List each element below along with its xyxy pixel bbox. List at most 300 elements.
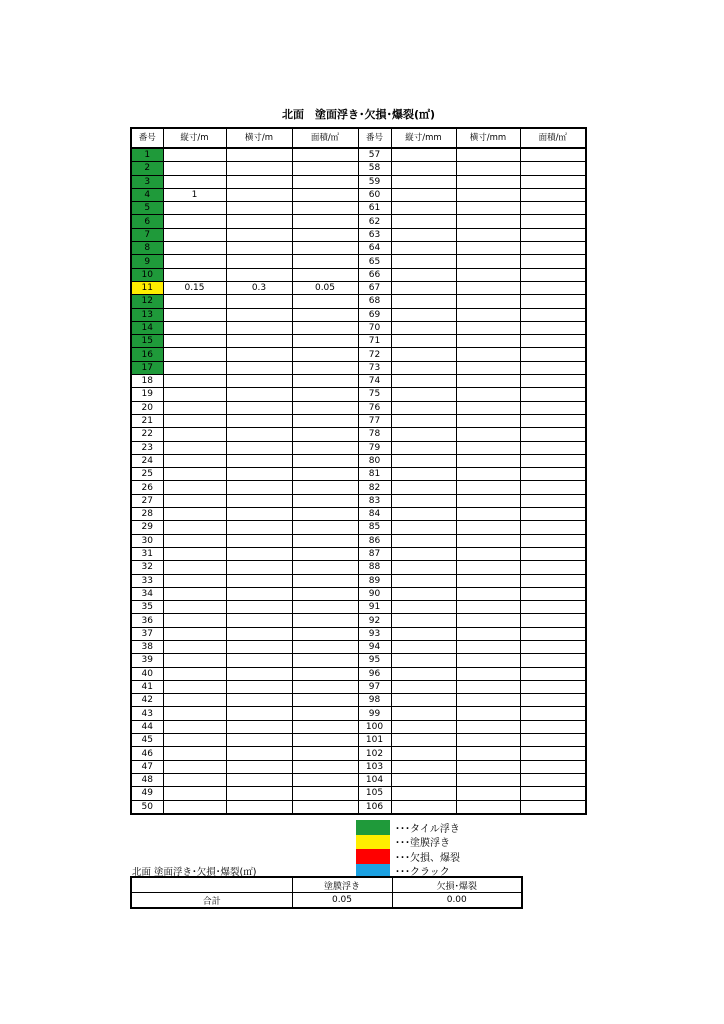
width-cell-left xyxy=(226,521,292,534)
length-cell-right xyxy=(391,148,456,162)
width-cell-left xyxy=(226,348,292,361)
table-row xyxy=(131,601,586,614)
row-number-left: 33 xyxy=(131,574,163,587)
summary-title: 北面 塗面浮き･欠損･爆裂(㎡) xyxy=(132,867,257,878)
row-number-right: 71 xyxy=(358,335,391,348)
width-cell-right xyxy=(456,242,520,255)
length-cell-left xyxy=(163,308,226,321)
area-cell-left xyxy=(292,148,358,162)
width-cell-left xyxy=(226,640,292,653)
area-cell-left xyxy=(292,694,358,707)
row-number-left: 1 xyxy=(131,148,163,162)
row-number-right: 93 xyxy=(358,627,391,640)
row-number-left: 48 xyxy=(131,773,163,786)
width-cell-left xyxy=(226,667,292,680)
length-cell-right xyxy=(391,680,456,693)
row-number-left: 21 xyxy=(131,414,163,427)
row-number-left: 19 xyxy=(131,388,163,401)
length-cell-left xyxy=(163,268,226,281)
width-cell-right xyxy=(456,401,520,414)
table-row xyxy=(131,175,586,188)
width-cell-left xyxy=(226,242,292,255)
table-row xyxy=(131,162,586,175)
length-cell-right xyxy=(391,202,456,215)
area-cell-right xyxy=(520,281,586,294)
area-cell-right xyxy=(520,242,586,255)
row-number-left: 43 xyxy=(131,707,163,720)
area-cell-left xyxy=(292,614,358,627)
width-cell-right xyxy=(456,720,520,733)
row-number-left: 46 xyxy=(131,747,163,760)
length-cell-left xyxy=(163,401,226,414)
row-number-right: 82 xyxy=(358,481,391,494)
length-cell-right xyxy=(391,441,456,454)
width-cell-right xyxy=(456,654,520,667)
width-cell-right xyxy=(456,188,520,201)
header-no-left: 番号 xyxy=(131,128,163,148)
length-cell-left xyxy=(163,335,226,348)
row-number-right: 96 xyxy=(358,667,391,680)
row-number-left: 13 xyxy=(131,308,163,321)
length-cell-right xyxy=(391,175,456,188)
row-number-right: 98 xyxy=(358,694,391,707)
width-cell-left xyxy=(226,162,292,175)
area-cell-left xyxy=(292,627,358,640)
length-cell-right xyxy=(391,162,456,175)
table-row xyxy=(131,547,586,560)
row-number-left: 27 xyxy=(131,494,163,507)
summary-col1-value: 0.05 xyxy=(292,893,392,909)
length-cell-left xyxy=(163,468,226,481)
width-cell-left xyxy=(226,680,292,693)
area-cell-left xyxy=(292,388,358,401)
area-cell-right xyxy=(520,640,586,653)
row-number-right: 69 xyxy=(358,308,391,321)
row-number-left: 16 xyxy=(131,348,163,361)
summary-col2-value: 0.00 xyxy=(392,893,522,909)
row-number-left: 28 xyxy=(131,508,163,521)
width-cell-left xyxy=(226,534,292,547)
area-cell-left xyxy=(292,800,358,814)
width-cell-right xyxy=(456,640,520,653)
row-number-right: 86 xyxy=(358,534,391,547)
area-cell-left xyxy=(292,215,358,228)
width-cell-left xyxy=(226,215,292,228)
length-cell-left xyxy=(163,773,226,786)
width-cell-right xyxy=(456,321,520,334)
header-width-left: 横寸/m xyxy=(226,128,292,148)
length-cell-left xyxy=(163,574,226,587)
row-number-right: 81 xyxy=(358,468,391,481)
width-cell-right xyxy=(456,148,520,162)
row-number-left: 22 xyxy=(131,428,163,441)
width-cell-left xyxy=(226,654,292,667)
length-cell-left xyxy=(163,561,226,574)
area-cell-left xyxy=(292,454,358,467)
row-number-right: 67 xyxy=(358,281,391,294)
width-cell-right xyxy=(456,601,520,614)
legend-swatch xyxy=(356,835,390,850)
table-row xyxy=(131,800,586,814)
width-cell-right xyxy=(456,375,520,388)
table-row xyxy=(131,268,586,281)
length-cell-left xyxy=(163,494,226,507)
legend-label: ･･･クラック xyxy=(395,867,450,879)
area-cell-right xyxy=(520,787,586,800)
length-cell-right xyxy=(391,521,456,534)
length-cell-right xyxy=(391,587,456,600)
table-row xyxy=(131,188,586,201)
length-cell-right xyxy=(391,255,456,268)
length-cell-right xyxy=(391,654,456,667)
row-number-left: 6 xyxy=(131,215,163,228)
width-cell-right xyxy=(456,707,520,720)
area-cell-left xyxy=(292,295,358,308)
table-row xyxy=(131,228,586,241)
table-row xyxy=(131,627,586,640)
area-cell-right xyxy=(520,747,586,760)
width-cell-left xyxy=(226,747,292,760)
table-row xyxy=(131,534,586,547)
width-cell-left xyxy=(226,627,292,640)
legend-item xyxy=(356,820,460,835)
width-cell-left xyxy=(226,787,292,800)
area-cell-right xyxy=(520,295,586,308)
row-number-left: 34 xyxy=(131,587,163,600)
width-cell-left xyxy=(226,773,292,786)
area-cell-left xyxy=(292,707,358,720)
length-cell-right xyxy=(391,242,456,255)
header-length-right: 縦寸/mm xyxy=(391,128,456,148)
row-number-right: 75 xyxy=(358,388,391,401)
length-cell-right xyxy=(391,454,456,467)
width-cell-left xyxy=(226,295,292,308)
row-number-left: 25 xyxy=(131,468,163,481)
area-cell-left xyxy=(292,680,358,693)
area-cell-left xyxy=(292,348,358,361)
width-cell-left xyxy=(226,188,292,201)
length-cell-right xyxy=(391,720,456,733)
row-number-left: 15 xyxy=(131,335,163,348)
length-cell-left xyxy=(163,242,226,255)
area-cell-right xyxy=(520,707,586,720)
row-number-right: 68 xyxy=(358,295,391,308)
table-row xyxy=(131,428,586,441)
row-number-left: 20 xyxy=(131,401,163,414)
area-cell-left xyxy=(292,335,358,348)
area-cell-left xyxy=(292,734,358,747)
width-cell-right xyxy=(456,574,520,587)
width-cell-right xyxy=(456,215,520,228)
area-cell-left xyxy=(292,494,358,507)
summary-total-row xyxy=(131,893,522,909)
length-cell-left xyxy=(163,428,226,441)
row-number-left: 44 xyxy=(131,720,163,733)
width-cell-left xyxy=(226,760,292,773)
area-cell-left xyxy=(292,242,358,255)
table-row xyxy=(131,773,586,786)
area-cell-left xyxy=(292,521,358,534)
length-cell-left xyxy=(163,627,226,640)
table-row xyxy=(131,508,586,521)
length-cell-right xyxy=(391,734,456,747)
length-cell-right xyxy=(391,321,456,334)
width-cell-right xyxy=(456,587,520,600)
table-row xyxy=(131,361,586,374)
row-number-right: 106 xyxy=(358,800,391,814)
length-cell-left xyxy=(163,481,226,494)
table-row xyxy=(131,734,586,747)
row-number-right: 76 xyxy=(358,401,391,414)
width-cell-left xyxy=(226,255,292,268)
area-cell-left xyxy=(292,202,358,215)
length-cell-left xyxy=(163,707,226,720)
width-cell-right xyxy=(456,734,520,747)
area-cell-left xyxy=(292,534,358,547)
area-cell-right xyxy=(520,734,586,747)
length-cell-right xyxy=(391,627,456,640)
table-row xyxy=(131,787,586,800)
row-number-left: 35 xyxy=(131,601,163,614)
area-cell-right xyxy=(520,534,586,547)
width-cell-right xyxy=(456,614,520,627)
row-number-right: 64 xyxy=(358,242,391,255)
header-area-left: 面積/㎡ xyxy=(292,128,358,148)
header-width-right: 横寸/mm xyxy=(456,128,520,148)
area-cell-left xyxy=(292,375,358,388)
width-cell-left xyxy=(226,494,292,507)
length-cell-right xyxy=(391,335,456,348)
length-cell-left xyxy=(163,800,226,814)
area-cell-right xyxy=(520,348,586,361)
width-cell-right xyxy=(456,335,520,348)
width-cell-right xyxy=(456,680,520,693)
row-number-right: 95 xyxy=(358,654,391,667)
length-cell-left xyxy=(163,228,226,241)
length-cell-left xyxy=(163,654,226,667)
area-cell-left xyxy=(292,481,358,494)
row-number-left: 41 xyxy=(131,680,163,693)
width-cell-right xyxy=(456,308,520,321)
page-title: 北面 塗面浮き･欠損･爆裂(㎡) xyxy=(281,108,436,121)
length-cell-left xyxy=(163,388,226,401)
table-row xyxy=(131,747,586,760)
row-number-right: 70 xyxy=(358,321,391,334)
table-row xyxy=(131,335,586,348)
width-cell-right xyxy=(456,268,520,281)
header-area-right: 面積/㎡ xyxy=(520,128,586,148)
area-cell-left xyxy=(292,547,358,560)
table-row xyxy=(131,720,586,733)
area-cell-left xyxy=(292,361,358,374)
width-cell-right xyxy=(456,494,520,507)
length-cell-right xyxy=(391,188,456,201)
row-number-right: 90 xyxy=(358,587,391,600)
row-number-right: 59 xyxy=(358,175,391,188)
row-number-right: 57 xyxy=(358,148,391,162)
width-cell-left xyxy=(226,707,292,720)
area-cell-right xyxy=(520,494,586,507)
row-number-left: 10 xyxy=(131,268,163,281)
row-number-left: 23 xyxy=(131,441,163,454)
area-cell-right xyxy=(520,215,586,228)
width-cell-left xyxy=(226,401,292,414)
row-number-left: 32 xyxy=(131,561,163,574)
table-row xyxy=(131,215,586,228)
color-legend xyxy=(356,820,460,878)
row-number-right: 97 xyxy=(358,680,391,693)
width-cell-left xyxy=(226,228,292,241)
length-cell-right xyxy=(391,348,456,361)
width-cell-left xyxy=(226,587,292,600)
length-cell-left xyxy=(163,148,226,162)
area-cell-left xyxy=(292,787,358,800)
area-cell-right xyxy=(520,321,586,334)
length-cell-left xyxy=(163,521,226,534)
area-cell-left xyxy=(292,773,358,786)
area-cell-right xyxy=(520,428,586,441)
width-cell-left xyxy=(226,308,292,321)
area-cell-right xyxy=(520,308,586,321)
area-cell-left xyxy=(292,188,358,201)
width-cell-right xyxy=(456,667,520,680)
length-cell-right xyxy=(391,414,456,427)
area-cell-right xyxy=(520,627,586,640)
length-cell-right xyxy=(391,787,456,800)
width-cell-left xyxy=(226,375,292,388)
area-cell-right xyxy=(520,162,586,175)
width-cell-left xyxy=(226,468,292,481)
area-cell-left xyxy=(292,228,358,241)
table-row xyxy=(131,441,586,454)
width-cell-left xyxy=(226,175,292,188)
row-number-right: 73 xyxy=(358,361,391,374)
row-number-right: 92 xyxy=(358,614,391,627)
width-cell-left xyxy=(226,481,292,494)
length-cell-left xyxy=(163,215,226,228)
table-row xyxy=(131,561,586,574)
width-cell-right xyxy=(456,162,520,175)
width-cell-right xyxy=(456,228,520,241)
summary-blank-cell xyxy=(131,877,292,893)
area-cell-left xyxy=(292,468,358,481)
table-row xyxy=(131,295,586,308)
table-row xyxy=(131,640,586,653)
legend-item xyxy=(356,835,460,850)
width-cell-right xyxy=(456,547,520,560)
row-number-right: 62 xyxy=(358,215,391,228)
width-cell-left xyxy=(226,361,292,374)
table-row xyxy=(131,375,586,388)
area-cell-left: 0.05 xyxy=(292,281,358,294)
width-cell-right xyxy=(456,747,520,760)
row-number-right: 102 xyxy=(358,747,391,760)
row-number-left: 12 xyxy=(131,295,163,308)
area-cell-right xyxy=(520,614,586,627)
legend-label: ･･･塗膜浮き xyxy=(395,838,450,850)
length-cell-right xyxy=(391,401,456,414)
width-cell-right xyxy=(456,627,520,640)
row-number-right: 72 xyxy=(358,348,391,361)
area-cell-left xyxy=(292,561,358,574)
table-row xyxy=(131,468,586,481)
area-cell-right xyxy=(520,175,586,188)
table-row xyxy=(131,707,586,720)
table-row xyxy=(131,401,586,414)
length-cell-right xyxy=(391,547,456,560)
length-cell-right xyxy=(391,281,456,294)
length-cell-left xyxy=(163,202,226,215)
area-cell-right xyxy=(520,375,586,388)
row-number-left: 36 xyxy=(131,614,163,627)
width-cell-right xyxy=(456,175,520,188)
area-cell-right xyxy=(520,800,586,814)
width-cell-right xyxy=(456,414,520,427)
width-cell-left xyxy=(226,388,292,401)
header-no-right: 番号 xyxy=(358,128,391,148)
width-cell-right xyxy=(456,388,520,401)
row-number-left: 42 xyxy=(131,694,163,707)
width-cell-left xyxy=(226,454,292,467)
width-cell-right xyxy=(456,361,520,374)
width-cell-left xyxy=(226,720,292,733)
length-cell-left xyxy=(163,601,226,614)
length-cell-left: 1 xyxy=(163,188,226,201)
length-cell-right xyxy=(391,614,456,627)
row-number-left: 8 xyxy=(131,242,163,255)
length-cell-right xyxy=(391,747,456,760)
area-cell-left xyxy=(292,414,358,427)
summary-table xyxy=(130,876,523,909)
table-row xyxy=(131,388,586,401)
area-cell-left xyxy=(292,640,358,653)
width-cell-left xyxy=(226,508,292,521)
length-cell-left xyxy=(163,508,226,521)
area-cell-left xyxy=(292,401,358,414)
length-cell-right xyxy=(391,308,456,321)
width-cell-right xyxy=(456,773,520,786)
row-number-left: 38 xyxy=(131,640,163,653)
row-number-right: 79 xyxy=(358,441,391,454)
row-number-right: 63 xyxy=(358,228,391,241)
width-cell-left xyxy=(226,321,292,334)
length-cell-left: 0.15 xyxy=(163,281,226,294)
length-cell-right xyxy=(391,375,456,388)
table-row xyxy=(131,574,586,587)
area-cell-left xyxy=(292,747,358,760)
length-cell-right xyxy=(391,667,456,680)
row-number-left: 14 xyxy=(131,321,163,334)
table-row xyxy=(131,760,586,773)
area-cell-right xyxy=(520,454,586,467)
width-cell-right xyxy=(456,800,520,814)
length-cell-left xyxy=(163,614,226,627)
area-cell-left xyxy=(292,428,358,441)
area-cell-right xyxy=(520,547,586,560)
row-number-right: 83 xyxy=(358,494,391,507)
area-cell-right xyxy=(520,481,586,494)
row-number-left: 24 xyxy=(131,454,163,467)
table-row xyxy=(131,414,586,427)
table-row xyxy=(131,148,586,162)
area-cell-right xyxy=(520,720,586,733)
row-number-left: 9 xyxy=(131,255,163,268)
area-cell-right xyxy=(520,228,586,241)
length-cell-right xyxy=(391,228,456,241)
table-row xyxy=(131,694,586,707)
table-row xyxy=(131,680,586,693)
area-cell-left xyxy=(292,574,358,587)
